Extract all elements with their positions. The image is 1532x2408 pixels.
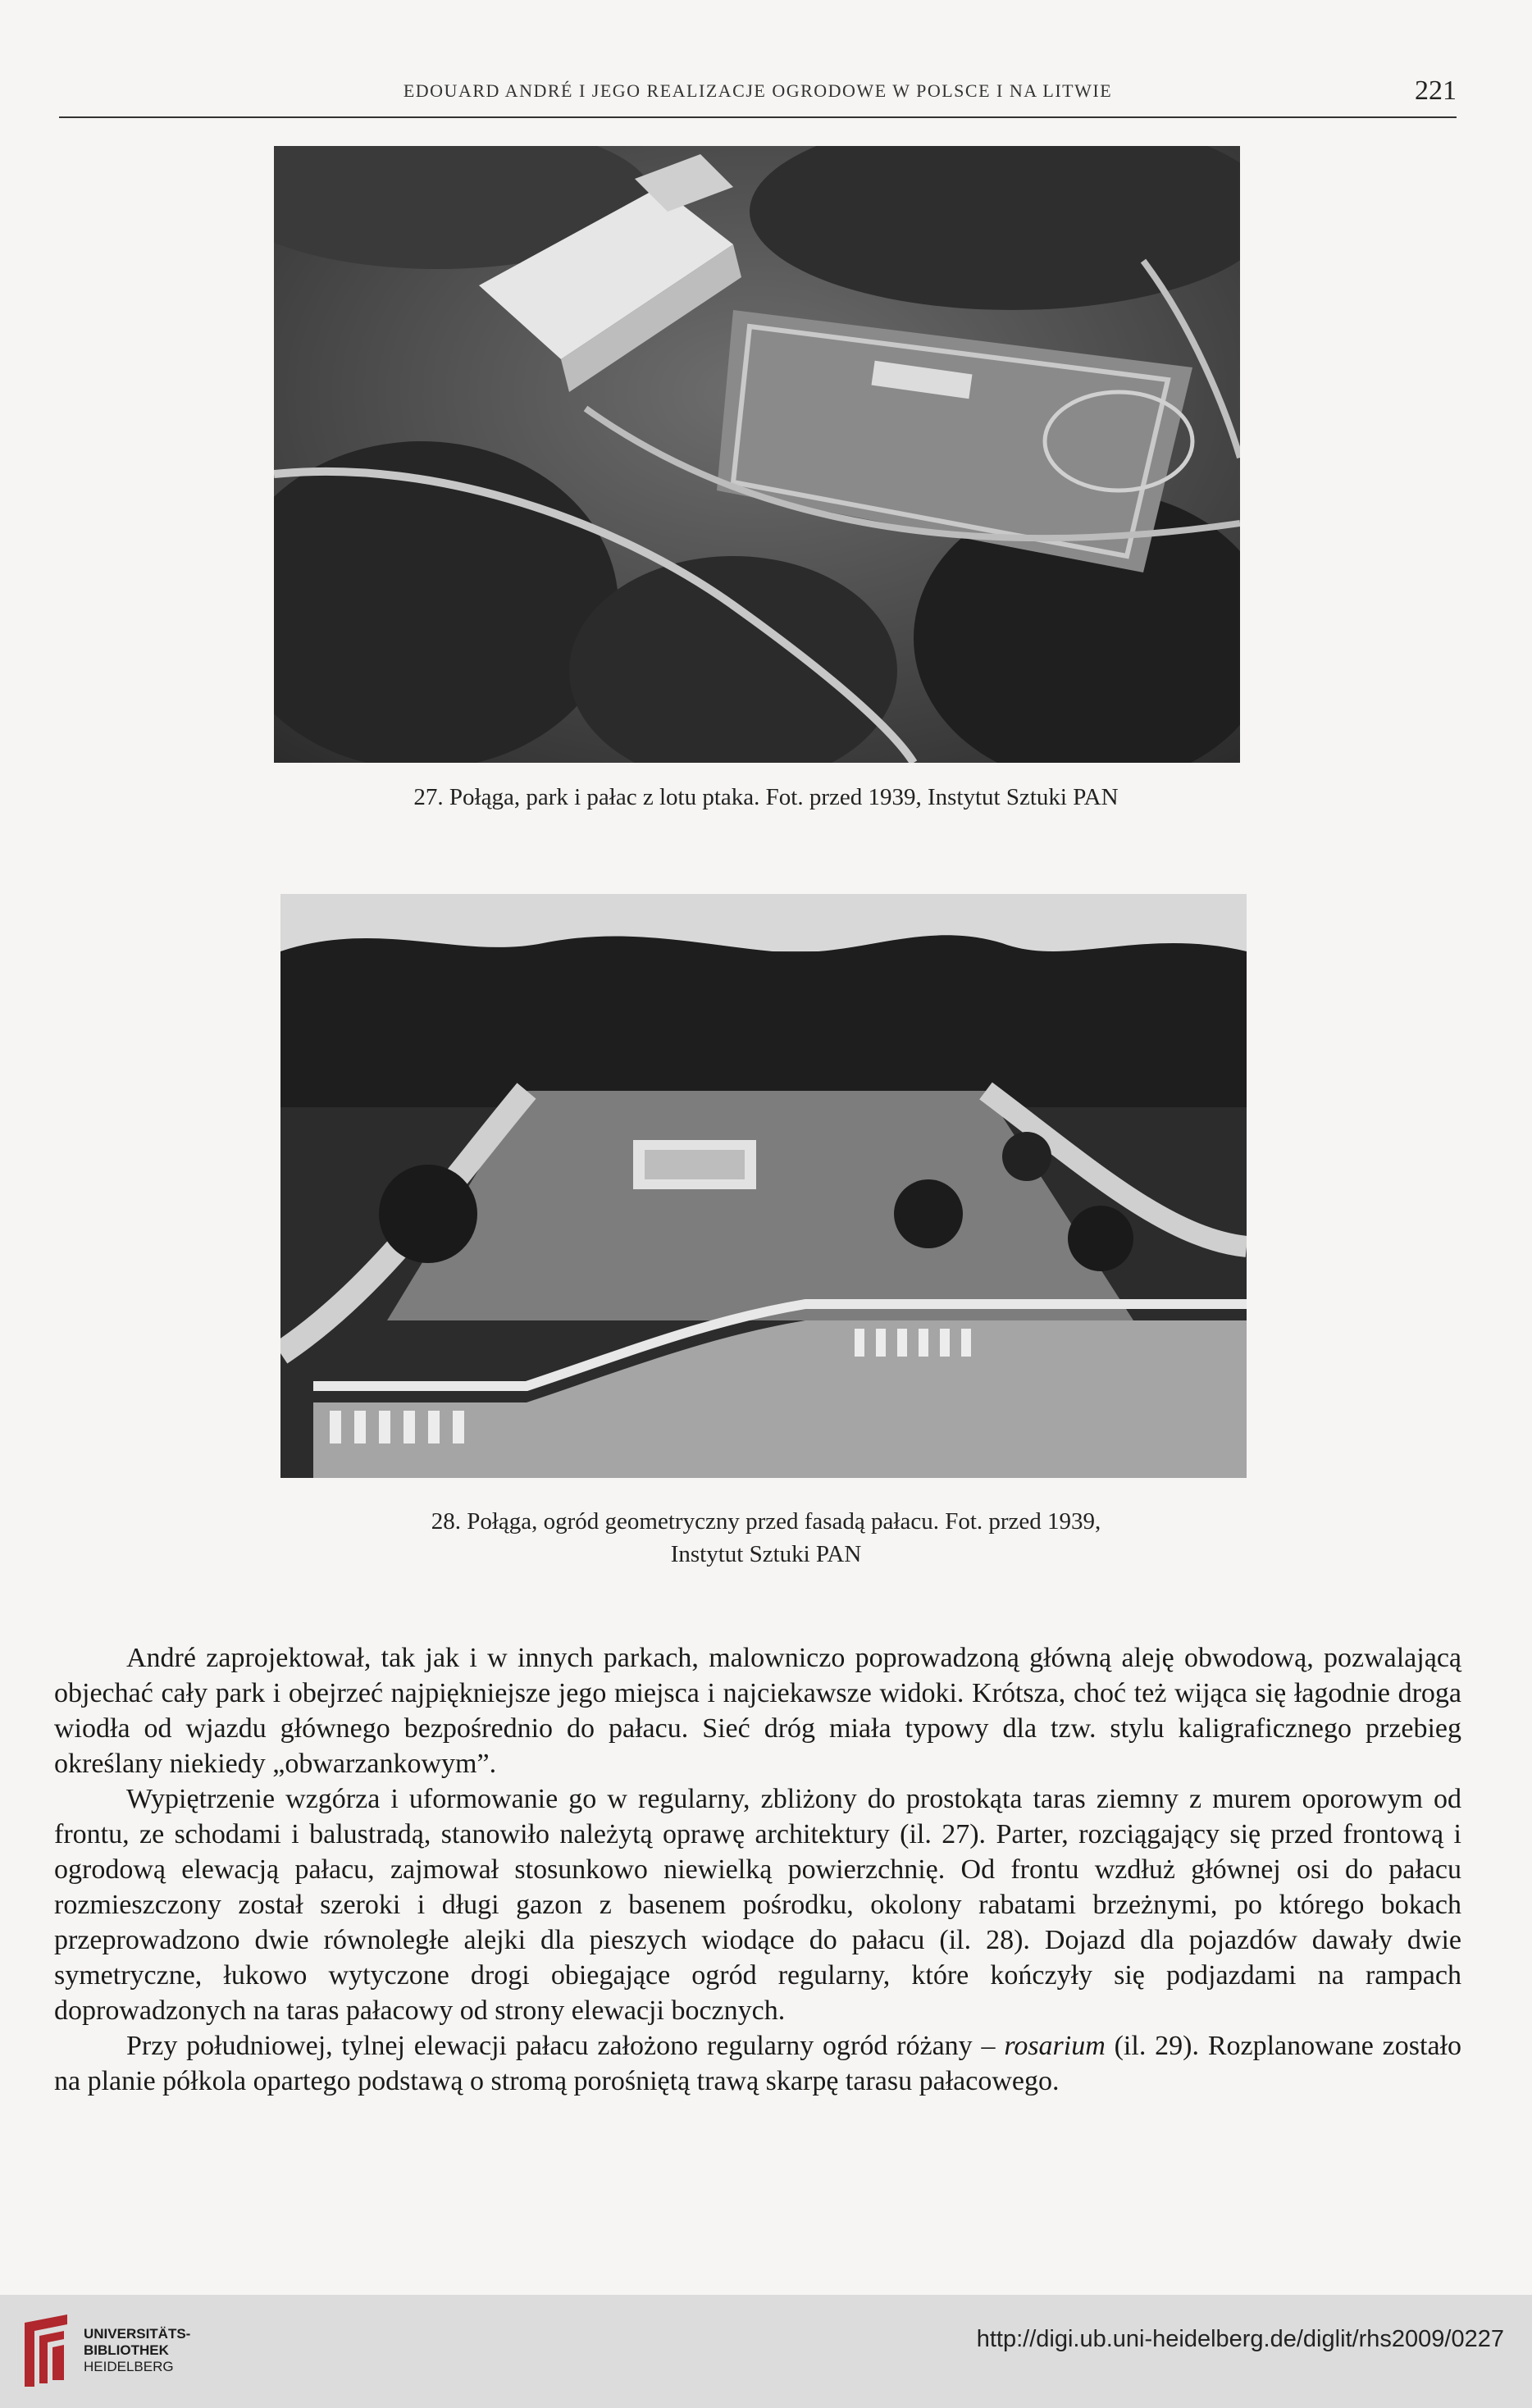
page-number: 221: [1415, 75, 1457, 106]
figure-28-caption-line1: 28. Połąga, ogród geometryczny przed fasadą pałacu. Fot. przed 1939,: [431, 1508, 1101, 1535]
paragraph-3-text-b: (il. 29). Rozplanowane zostało na planie półkola opartego podstawą o stromą porośniętą trawą skarpę tarasu pałacowego.: [54, 2031, 1461, 2096]
library-logo-icon: [18, 2311, 75, 2390]
paragraph-3-emphasis: rosarium: [1004, 2031, 1106, 2061]
library-logo[interactable]: [18, 2306, 207, 2397]
paragraph-3: [54, 2028, 1461, 2099]
paragraph-1: André zaprojektował, tak jak i w innych parkach, malowniczo poprowadzoną główną aleję obwodową, pozwalającą objechać cały park i obejrzeć najpiękniejsze jego miejsca i najciekawsze widoki. Krótsza, choć też wijąca się łagodnie droga wiodła od wjazdu głównego bezpośrednio do pałacu. Sieć dróg miała typowy dla tzw. stylu kaligraficznego przebieg określany niekiedy „obwarzankowym”.: [54, 1643, 1461, 1779]
figure-27-caption: 27. Połąga, park i pałac z lotu ptaka. Fot. przed 1939, Instytut Sztuki PAN: [413, 784, 1119, 810]
running-title: EDOUARD ANDRÉ I JEGO REALIZACJE OGRODOWE W POLSCE I NA LITWIE: [403, 80, 1113, 101]
library-name-line3: HEIDELBERG: [84, 2359, 174, 2374]
paragraph-2: Wypiętrzenie wzgórza i uformowanie go w regularny, zbliżony do prostokąta taras ziemny z murem oporowym od frontu, ze schodami i balustradą, stanowiło należytą oprawę architektury (il. 27). Parter, rozciągający się przed frontową i ogrodową elewacją pałacu, zajmował stosunkowo niewielką powierzchnię. Od frontu wzdłuż głównej osi do pałacu rozmieszczony został szeroki i długi gazon z basenem pośrodku, okolony rabatami brzeżnymi, po którego bokach przeprowadzono dwie równoległe alejki dla pieszych wiodące do pałacu (il. 28). Dojazd dla pojazdów dawały dwie symetryczne, łukowo wytyczone drogi obiegające ogród regularny, które kończyły się podjazdami na rampach doprowadzonych na taras pałacowy od strony elewacji bocznych.: [54, 1784, 1461, 2026]
footer-bar: [0, 2295, 1532, 2408]
library-name-line2: BIBLIOTHEK: [84, 2342, 169, 2358]
figure-28-caption-line2: Instytut Sztuki PAN: [670, 1541, 862, 1567]
body-text: [54, 1640, 1461, 2099]
figure-27-aerial-photo: [274, 146, 1240, 763]
library-name: [84, 2326, 190, 2375]
page-header: [59, 75, 1457, 118]
paragraph-3-text-a: Przy południowej, tylnej elewacji pałacu założono regularny ogród różany –: [126, 2031, 1005, 2061]
figure-28-caption: [164, 1505, 1368, 1571]
library-name-line1: UNIVERSITÄTS-: [84, 2326, 191, 2342]
source-url-link[interactable]: http://digi.ub.uni-heidelberg.de/diglit/rhs2009/0227: [976, 2326, 1504, 2352]
figure-28-garden-photo: [280, 894, 1247, 1478]
